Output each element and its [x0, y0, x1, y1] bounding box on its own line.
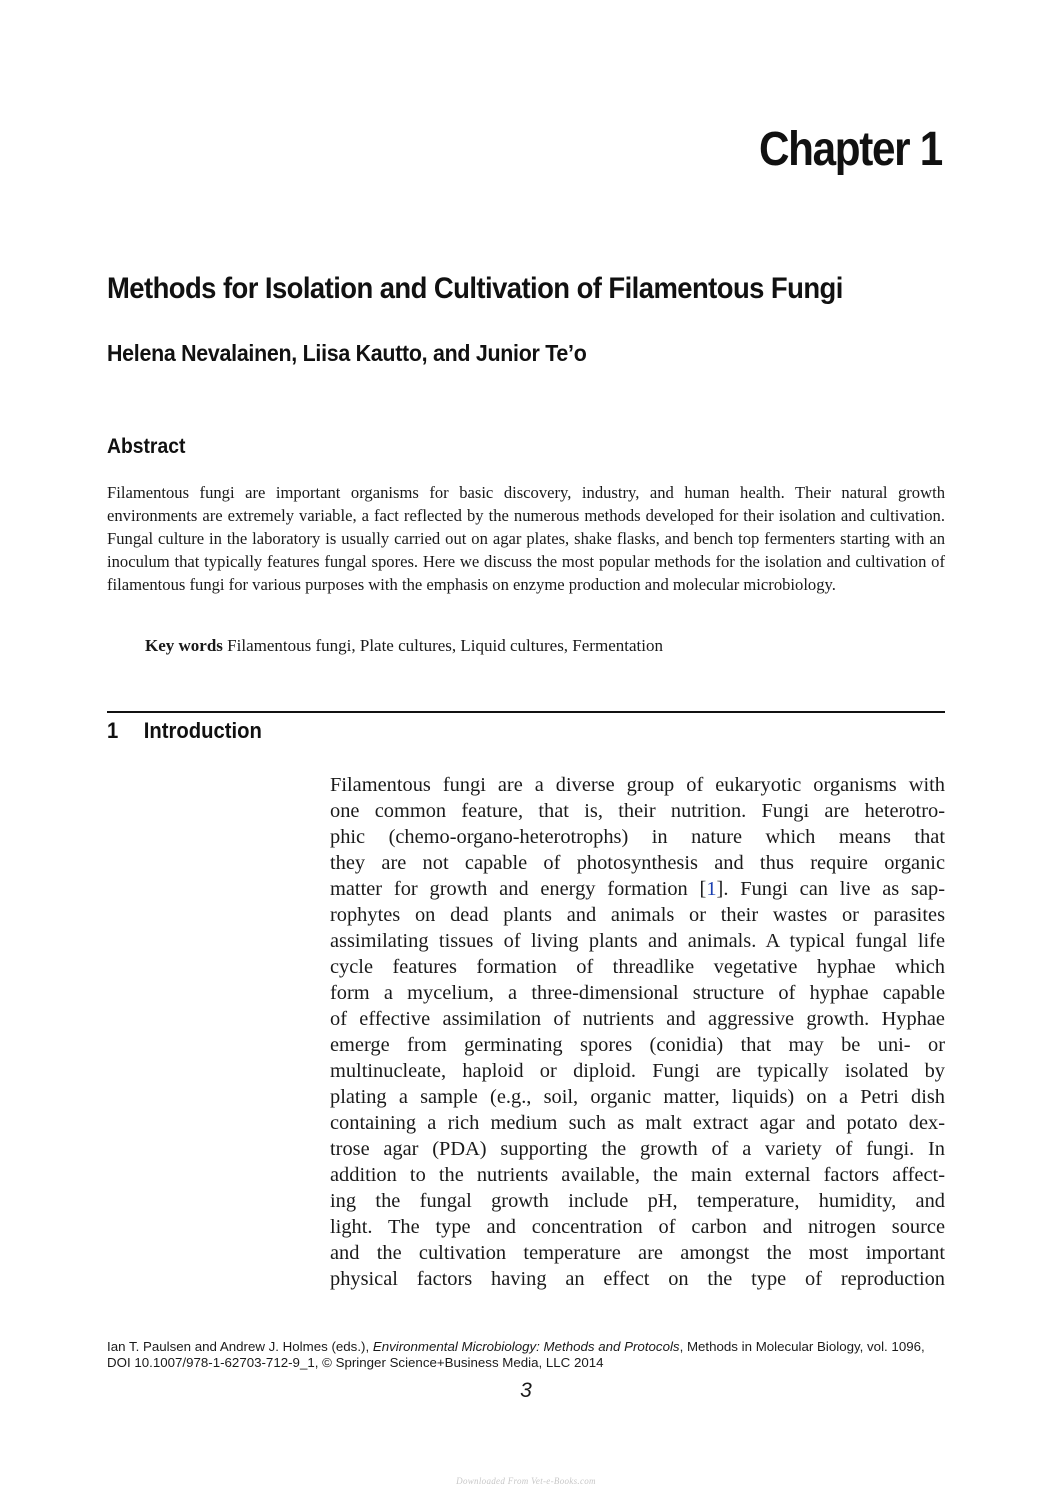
intro-line-start: matter for growth and energy formation [ [330, 878, 707, 900]
section-title: Introduction [143, 718, 262, 743]
intro-line: form a mycelium, a three-dimensional structure of hyphae capable [330, 982, 945, 1004]
intro-line: one common feature, that is, their nutrition. Fungi are heterotro- [330, 800, 945, 822]
intro-line: physical factors having an effect on the type of reproduction [330, 1268, 945, 1290]
section-number: 1 [107, 718, 119, 743]
footer-citation [107, 1339, 947, 1371]
page-number: 3 [520, 1379, 532, 1402]
introduction-body [330, 772, 945, 1292]
intro-line: phic (chemo-organo-heterotrophs) in nature which means that [330, 826, 945, 848]
keywords-label: Key words [145, 636, 223, 655]
footer-editors: Ian T. Paulsen and Andrew J. Holmes (eds.), [107, 1339, 370, 1354]
intro-line: they are not capable of photosynthesis and thus require organic [330, 852, 945, 874]
intro-line: and the cultivation temperature are amongst the most important [330, 1242, 945, 1264]
intro-line: containing a rich medium such as malt extract agar and potato dex- [330, 1112, 945, 1134]
intro-line: addition to the nutrients available, the main external factors affect- [330, 1164, 945, 1186]
intro-line-with-citation [330, 876, 945, 902]
citation-link[interactable]: 1 [706, 878, 717, 900]
intro-line: of effective assimilation of nutrients and aggressive growth. Hyphae [330, 1008, 945, 1030]
intro-line-end: ]. Fungi can live as sap- [716, 878, 945, 900]
keywords-text: Filamentous fungi, Plate cultures, Liquid cultures, Fermentation [227, 636, 663, 655]
chapter-label: Chapter 1 [759, 123, 942, 176]
footer-book-title: Environmental Microbiology: Methods and Protocols [372, 1339, 680, 1354]
keywords [145, 636, 663, 656]
intro-line: multinucleate, haploid or diploid. Fungi are typically isolated by [330, 1060, 945, 1082]
watermark: Downloaded From Vet-e-Books.com [456, 1476, 596, 1486]
chapter-title: Methods for Isolation and Cultivation of Filamentous Fungi [107, 272, 843, 305]
intro-line: trose agar (PDA) supporting the growth of a variety of fungi. In [330, 1138, 945, 1160]
intro-line: cycle features formation of threadlike vegetative hyphae which [330, 956, 945, 978]
intro-line: plating a sample (e.g., soil, organic matter, liquids) on a Petri dish [330, 1086, 945, 1108]
abstract-body: Filamentous fungi are important organisms for basic discovery, industry, and human health. Their natural growth environments are extremely variable, a fact reflected by the numerous methods developed for their isolation and cultivation. Fungal culture in the laboratory is usually carried out on agar plates, shake flasks, and bench top fermenters starting with an inoculum that typically features fungal spores. Here we discuss the most popular methods for the isolation and cultivation of filamentous fungi for various purposes with the emphasis on enzyme production and molecular microbiology. [107, 483, 945, 594]
section-divider [107, 711, 945, 713]
intro-line: Filamentous fungi are a diverse group of eukaryotic organisms with [330, 774, 945, 796]
intro-line: ing the fungal growth include pH, temperature, humidity, and [330, 1190, 945, 1212]
intro-line: rophytes on dead plants and animals or their wastes or parasites [330, 904, 945, 926]
footer-details: , Methods in Molecular Biology, vol. 1096, DOI 10.1007/978-1-62703-712-9_1, © Springer Science+Business Media, LLC 2014 [107, 1339, 925, 1370]
section-heading [107, 718, 262, 744]
intro-line: emerge from germinating spores (conidia) that may be uni- or [330, 1034, 945, 1056]
abstract-heading: Abstract [107, 435, 186, 458]
intro-line: light. The type and concentration of carbon and nitrogen source [330, 1216, 945, 1238]
author-list: Helena Nevalainen, Liisa Kautto, and Junior Te’o [107, 340, 587, 366]
intro-line: assimilating tissues of living plants and animals. A typical fungal life [330, 930, 945, 952]
